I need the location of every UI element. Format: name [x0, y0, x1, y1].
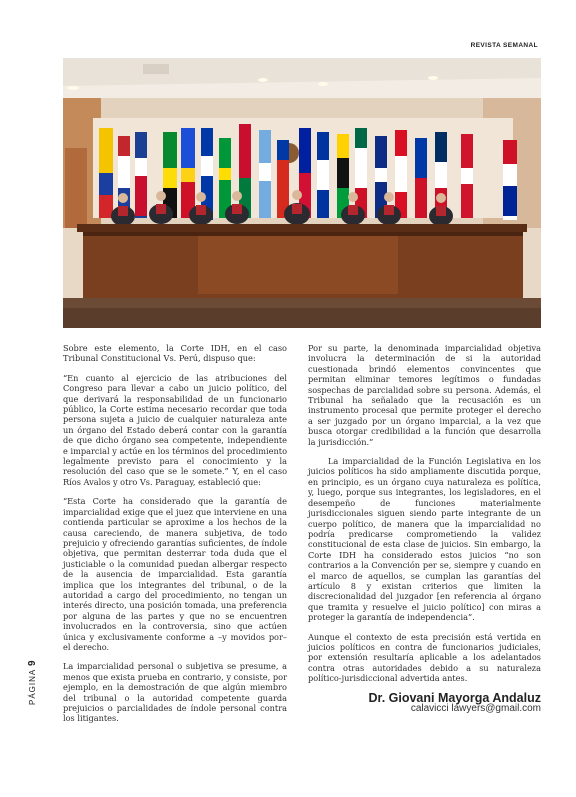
page-label: PÁGINA [28, 669, 37, 705]
publication-header: REVISTA SEMANAL [470, 42, 538, 49]
author-name: Dr. Giovani Mayorga Andaluz [368, 690, 541, 705]
paragraph: La imparcialidad personal o subjetiva se presume, a menos que exista prueba en contrario, y consiste, por ejemplo, en la demostración de que algún miembro del tribunal o la autoridad competente guarda prejuicios o parcialidades de índole personal contra los litigantes. [63, 661, 287, 724]
quote-paragraph: “En cuanto al ejercicio de las atribuciones del Congreso para llevar a cabo un juicio político, del que derivará la responsabilidad de un funcionario público, la Corte estima necesario recordar que toda persona sujeta a juicio de cualquier naturaleza ante un órgano del Estado deberá contar con la garantía de que dicho órgano sea competente, independiente e imparcial y actúe en los términos del procedimiento legalmente previsto para el conocimiento y la resolución del caso que se le somete.” Y, en el caso Ríos Avalos y otro Vs. Paraguay, estableció que: [63, 372, 287, 487]
article-left-column [63, 343, 287, 733]
page-number [27, 659, 38, 705]
paragraph: Aunque el contexto de esta precisión está vertida en juicios políticos en contra de funcionarios judiciales, por extensión resultaría aplicable a los adelantados contra otras autoridades debido a su naturaleza político-jurisdiccional advertida antes. [308, 631, 541, 684]
article-right-column [308, 343, 541, 714]
court-hearing-photo [63, 58, 541, 328]
quote-paragraph: Por su parte, la denominada imparcialidad objetiva involucra la determinación de si la autoridad cuestionada brindó elementos convincentes que permitan eliminar temores legítimos o fundadas sospechas de parcialidad sobre su persona. Además, el Tribunal ha señalado que la recusación es un instrumento procesal que permite proteger el derecho a ser juzgado por un órgano imparcial, a la vez que busca otorgar credibilidad a la función que desarrolla la jurisdicción.” [308, 343, 541, 447]
page-number-value: 9 [27, 659, 38, 666]
paragraph: Sobre este elemento, la Corte IDH, en el caso Tribunal Constitucional Vs. Perú, dispuso que: [63, 343, 287, 364]
author-email[interactable]: calavicci lawyers@gmail.com [410, 703, 541, 714]
paragraph: La imparcialidad de la Función Legislativa en los juicios políticos ha sido ampliamente discutida porque, en principio, es un órgano cuya naturaleza es política, y, luego, porque sus integrantes, los legisladores, en el desempeño de funciones materialmente jurisdiccionales siguen siendo parte integrante de un cuerpo político, de manera que la imparcialidad no podría predicarse comprometiendo la validez constitucional de esta clase de juicios. Sin embargo, la Corte IDH ha considerado estos juicios “no son contrarios a la Convención per se, siempre y cuando en el marco de aquellos, se cumplan las garantías del artículo 8 y existan criterios que limiten la discrecionalidad del juzgador [en referencia al órgano que tramita y resuelve el juicio político] con miras a proteger la garantía de independencia”. [308, 456, 541, 623]
quote-paragraph: “Esta Corte ha considerado que la garantía de imparcialidad exige que el juez que interviene en una contienda particular se aproxime a los hechos de la causa careciendo, de manera subjetiva, de todo prejuicio y ofreciendo garantías suficientes, de índole objetiva, que permitan desterrar toda duda que el justiciable o la comunidad puedan albergar respecto de la ausencia de imparcialidad. Esta garantía implica que los integrantes del tribunal, o de la autoridad a cargo del procedimiento, no tengan un interés directo, una posición tomada, una preferencia por alguna de las partes y que no se encuentren involucrados en la controversia, sino que actúen única y exclusivamente conforme a –y movidos por– el derecho. [63, 496, 287, 652]
